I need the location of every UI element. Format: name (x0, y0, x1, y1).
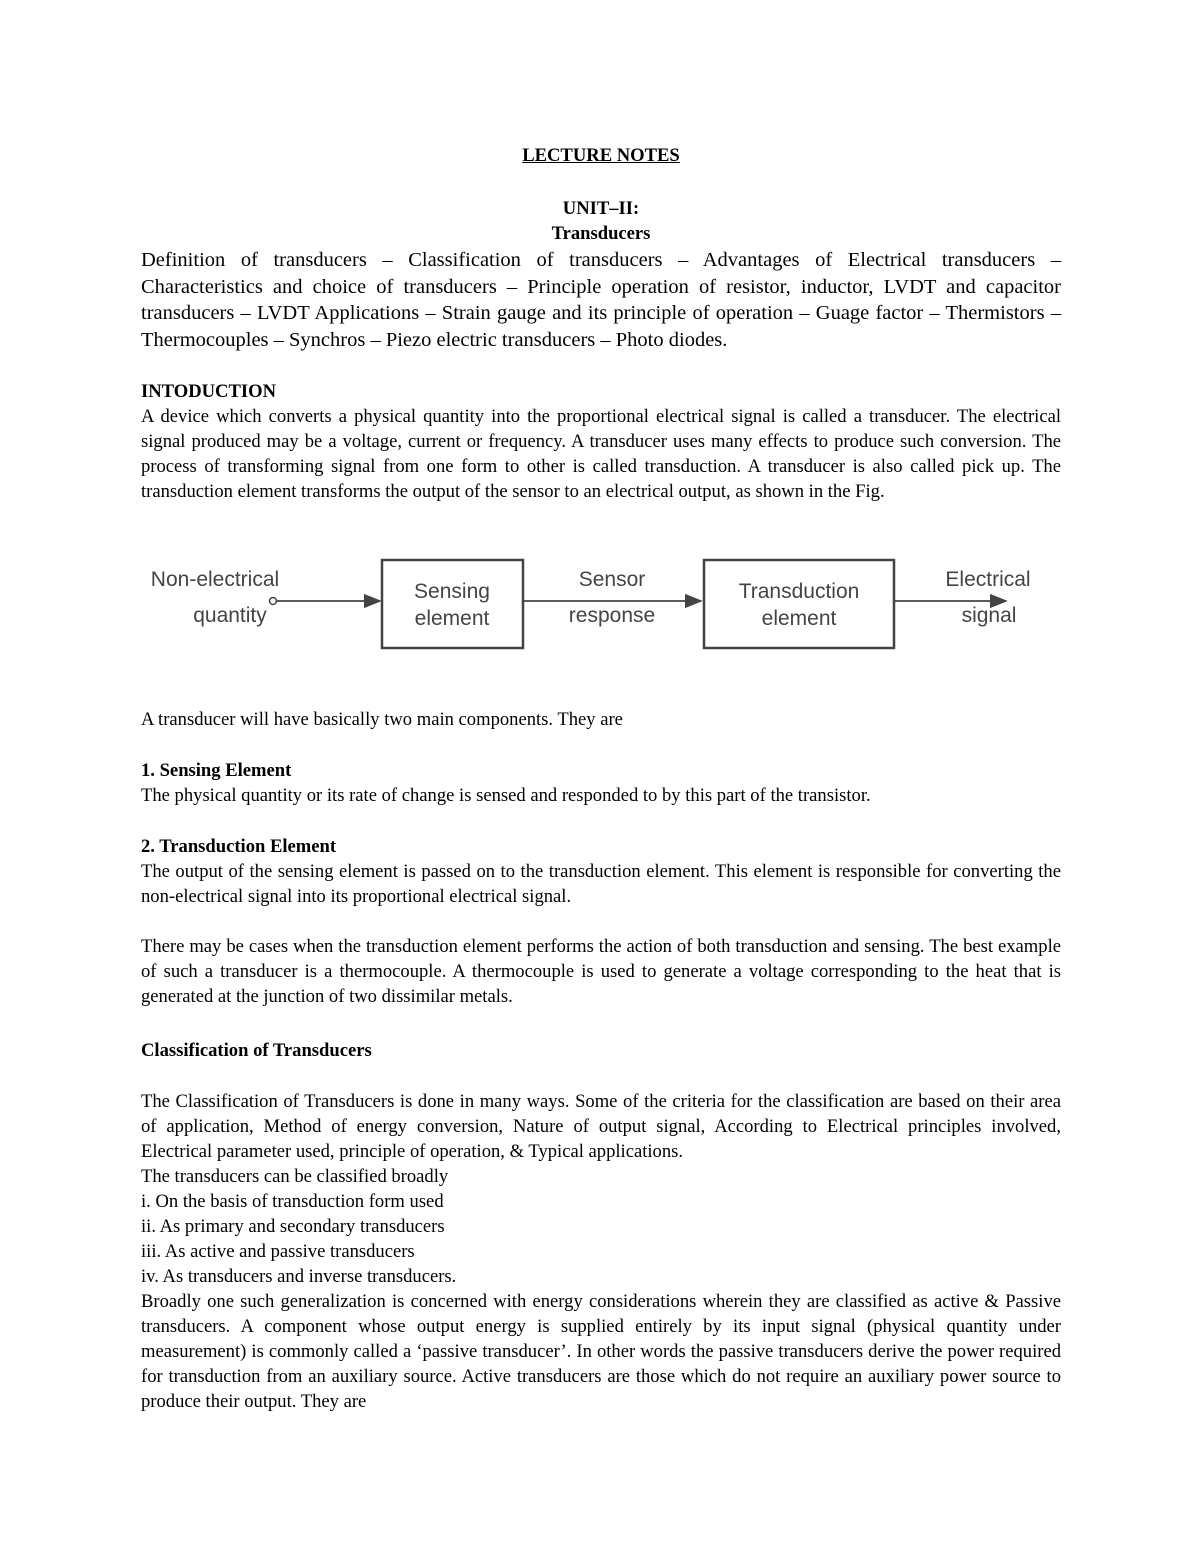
transduction-block-label-line2: element (761, 607, 837, 630)
sensing-block-label-line1: Sensing (414, 580, 490, 603)
classification-list (141, 1164, 1061, 1289)
list-item: ii. As primary and secondary transducers (141, 1216, 445, 1237)
transduction-element-heading: 2. Transduction Element (141, 836, 337, 857)
list-item: iv. As transducers and inverse transducers. (141, 1266, 457, 1287)
transduction-block-label-line1: Transduction (738, 580, 860, 603)
list-item: i. On the basis of transduction form used (141, 1191, 444, 1212)
output-label-line1: Electrical (945, 568, 1031, 591)
sensing-element-heading: 1. Sensing Element (141, 760, 292, 781)
classification-paragraph: The Classification of Transducers is done in many ways. Some of the criteria for the classification are based on their area of application, Method of energy conversion, Nature of output signal, According to Electrical principles involved, Electrical parameter used, principle of operation, & Typical applications. (141, 1091, 1061, 1162)
unit-subject: Transducers (551, 223, 651, 244)
transduction-element-block (704, 560, 894, 648)
sensor-response-label-line1: Sensor (578, 568, 646, 591)
components-intro: A transducer will have basically two main components. They are (141, 709, 623, 730)
sensing-element-block (382, 560, 523, 648)
transduction-element-text: The output of the sensing element is passed on to the transduction element. This element is responsible for converting the non-electrical signal into its proportional electrical signal. (141, 861, 1061, 907)
output-label-line2: signal (961, 604, 1017, 627)
introduction-paragraph: A device which converts a physical quantity into the proportional electrical signal is called a transducer. The electrical signal produced may be a voltage, current or frequency. A transducer uses many effects to produce such conversion. The process of transforming signal from one form to other is called transduction. A transducer is also called pick up. The transduction element transforms the output of the sensor to an electrical output, as shown in the Fig. (141, 406, 1061, 502)
introduction-heading: INTODUCTION (141, 381, 277, 402)
page-title: LECTURE NOTES (522, 145, 680, 166)
input-terminal (270, 598, 277, 605)
sensing-block-label-line2: element (414, 607, 490, 630)
syllabus-paragraph: Definition of transducers – Classification of transducers – Advantages of Electrical transducers – Characteristics and choice of transducers – Principle operation of resistor, inductor, LVDT and capacitor transducers – LVDT Applications – Strain gauge and its principle of operation – Guage factor – Thermistors – Thermocouples – Synchros – Piezo electric transducers – Photo diodes. (141, 249, 1061, 351)
input-label-line2: quantity (193, 604, 267, 627)
classification-heading: Classification of Transducers (141, 1040, 372, 1061)
list-item: iii. As active and passive transducers (141, 1241, 415, 1262)
input-label-line1: Non-electrical (150, 568, 280, 591)
classification-closing-paragraph: Broadly one such generalization is concerned with energy considerations wherein they are classified as active & Passive transducers. A component whose output energy is supplied entirely by its input signal (physical quantity under measurement) is commonly called a ‘passive transducer’. In other words the passive transducers derive the power required for transduction from an auxiliary source. Active transducers are those which do not require an auxiliary power source to produce their output. They are (141, 1291, 1061, 1412)
sensing-element-text: The physical quantity or its rate of change is sensed and responded to by this part of the transistor. (141, 785, 871, 806)
transducer-block-diagram (140, 550, 1060, 670)
both-roles-paragraph: There may be cases when the transduction element performs the action of both transduction and sensing. The best example of such a transducer is a thermocouple. A thermocouple is used to generate a voltage corresponding to the heat that is generated at the junction of two dissimilar metals. (141, 936, 1061, 1007)
unit-label: UNIT–II: (562, 198, 640, 219)
classification-list-intro: The transducers can be classified broadly (141, 1166, 449, 1187)
sensor-response-label-line2: response (568, 604, 656, 627)
